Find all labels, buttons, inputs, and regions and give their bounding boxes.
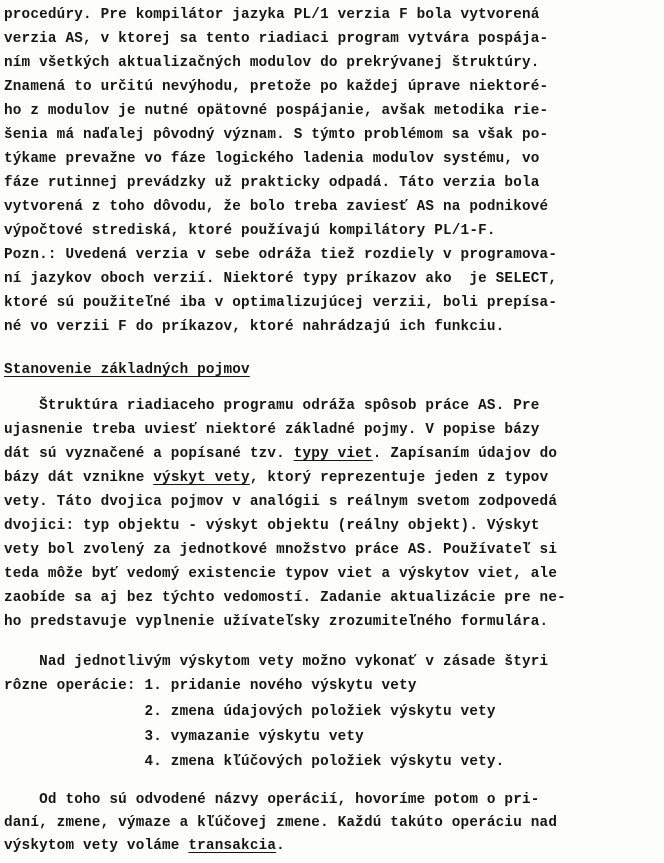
term-typy-viet: typy viet <box>293 446 373 462</box>
text-line <box>4 442 557 466</box>
list-item: 4. zmena kľúčových položiek výskytu vety. <box>4 754 505 770</box>
text-line: týkame prevažne vo fáze logického ladenia modulov systému, vo <box>4 151 540 167</box>
text-line: ho predstavuje vyplnenie užívateľsky zrozumiteľného formulára. <box>4 614 549 630</box>
text-line: Od toho sú odvodené názvy operácií, hovoríme potom o pri- <box>4 792 540 808</box>
text-line: vety. Táto dvojica pojmov v analógii s reálnym svetom zodpovedá <box>4 494 558 510</box>
term-transakcia: transakcia <box>188 838 277 854</box>
text-fragment: , ktorý reprezentuje jeden z typov <box>249 470 549 486</box>
text-line: daní, zmene, výmaze a kľúčovej zmene. Každú takúto operáciu nad <box>4 815 558 831</box>
text-line: procedúry. Pre kompilátor jazyka PL/1 verzia F bola vytvorená <box>4 7 540 23</box>
text-line: Nad jednotlivým výskytom vety možno vykonať v zásade štyri <box>4 654 549 670</box>
text-line: Znamená to určitú nevýhodu, pretože po každej úprave niektoré- <box>4 79 549 95</box>
text-line: dvojici: typ objektu - výskyt objektu (reálny objekt). Výskyt <box>4 518 540 534</box>
text-line: ní jazykov oboch verzií. Niektoré typy príkazov ako je SELECT, <box>4 271 558 287</box>
text-line: Štruktúra riadiaceho programu odráža spôsob práce AS. Pre <box>4 398 540 414</box>
text-line: vytvorená z toho dôvodu, že bolo treba zaviesť AS na podnikové <box>4 199 549 215</box>
text-line: teda môže byť vedomý existencie typov viet a výskytov viet, ale <box>4 566 558 582</box>
list-item: 2. zmena údajových položiek výskytu vety <box>4 704 496 720</box>
text-line: ktoré sú použiteľné iba v optimalizujúcej verzii, boli prepísa- <box>4 295 558 311</box>
text-line: né vo verzii F do príkazov, ktoré nahrádzajú ich funkciu. <box>4 319 505 335</box>
text-line: ním všetkých aktualizačných modulov do prekrývanej štruktúry. <box>4 55 540 71</box>
text-line: výpočtové strediská, ktoré používajú kompilátory PL/1-F. <box>4 223 496 239</box>
text-fragment: dát sú vyznačené a popísané tzv. <box>4 446 294 462</box>
list-item: rôzne operácie: 1. pridanie nového výskytu vety <box>4 678 417 694</box>
text-line: verzia AS, v ktorej sa tento riadiaci program vytvára pospája- <box>4 31 549 47</box>
text-fragment: . <box>276 838 285 854</box>
list-item: 3. vymazanie výskytu vety <box>4 729 364 745</box>
section-heading: Stanovenie základných pojmov <box>4 362 250 378</box>
text-line <box>4 466 548 490</box>
text-line: ujasnenie treba uviesť niektoré základné pojmy. V popise bázy <box>4 422 540 438</box>
text-fragment: výskytom vety voláme <box>4 838 189 854</box>
text-line: fáze rutinnej prevádzky už prakticky odpadá. Táto verzia bola <box>4 175 540 191</box>
text-fragment: . Zapísaním údajov do <box>372 446 558 462</box>
text-line <box>4 834 285 858</box>
text-line: šenia má naďalej pôvodný význam. S týmto problémom sa však po- <box>4 127 549 143</box>
term-vyskyt-vety: výskyt vety <box>153 470 250 486</box>
text-line: Pozn.: Uvedená verzia v sebe odráža tiež rozdiely v programova- <box>4 247 558 263</box>
text-line: ho z modulov je nutné opätovné pospájanie, avšak metodika rie- <box>4 103 549 119</box>
text-line: vety bol zvolený za jednotkové množstvo práce AS. Používateľ si <box>4 542 558 558</box>
text-fragment: bázy dát vznikne <box>4 470 154 486</box>
text-line: zaobíde sa aj bez týchto vedomostí. Zadanie aktualizácie pre ne- <box>4 590 566 606</box>
